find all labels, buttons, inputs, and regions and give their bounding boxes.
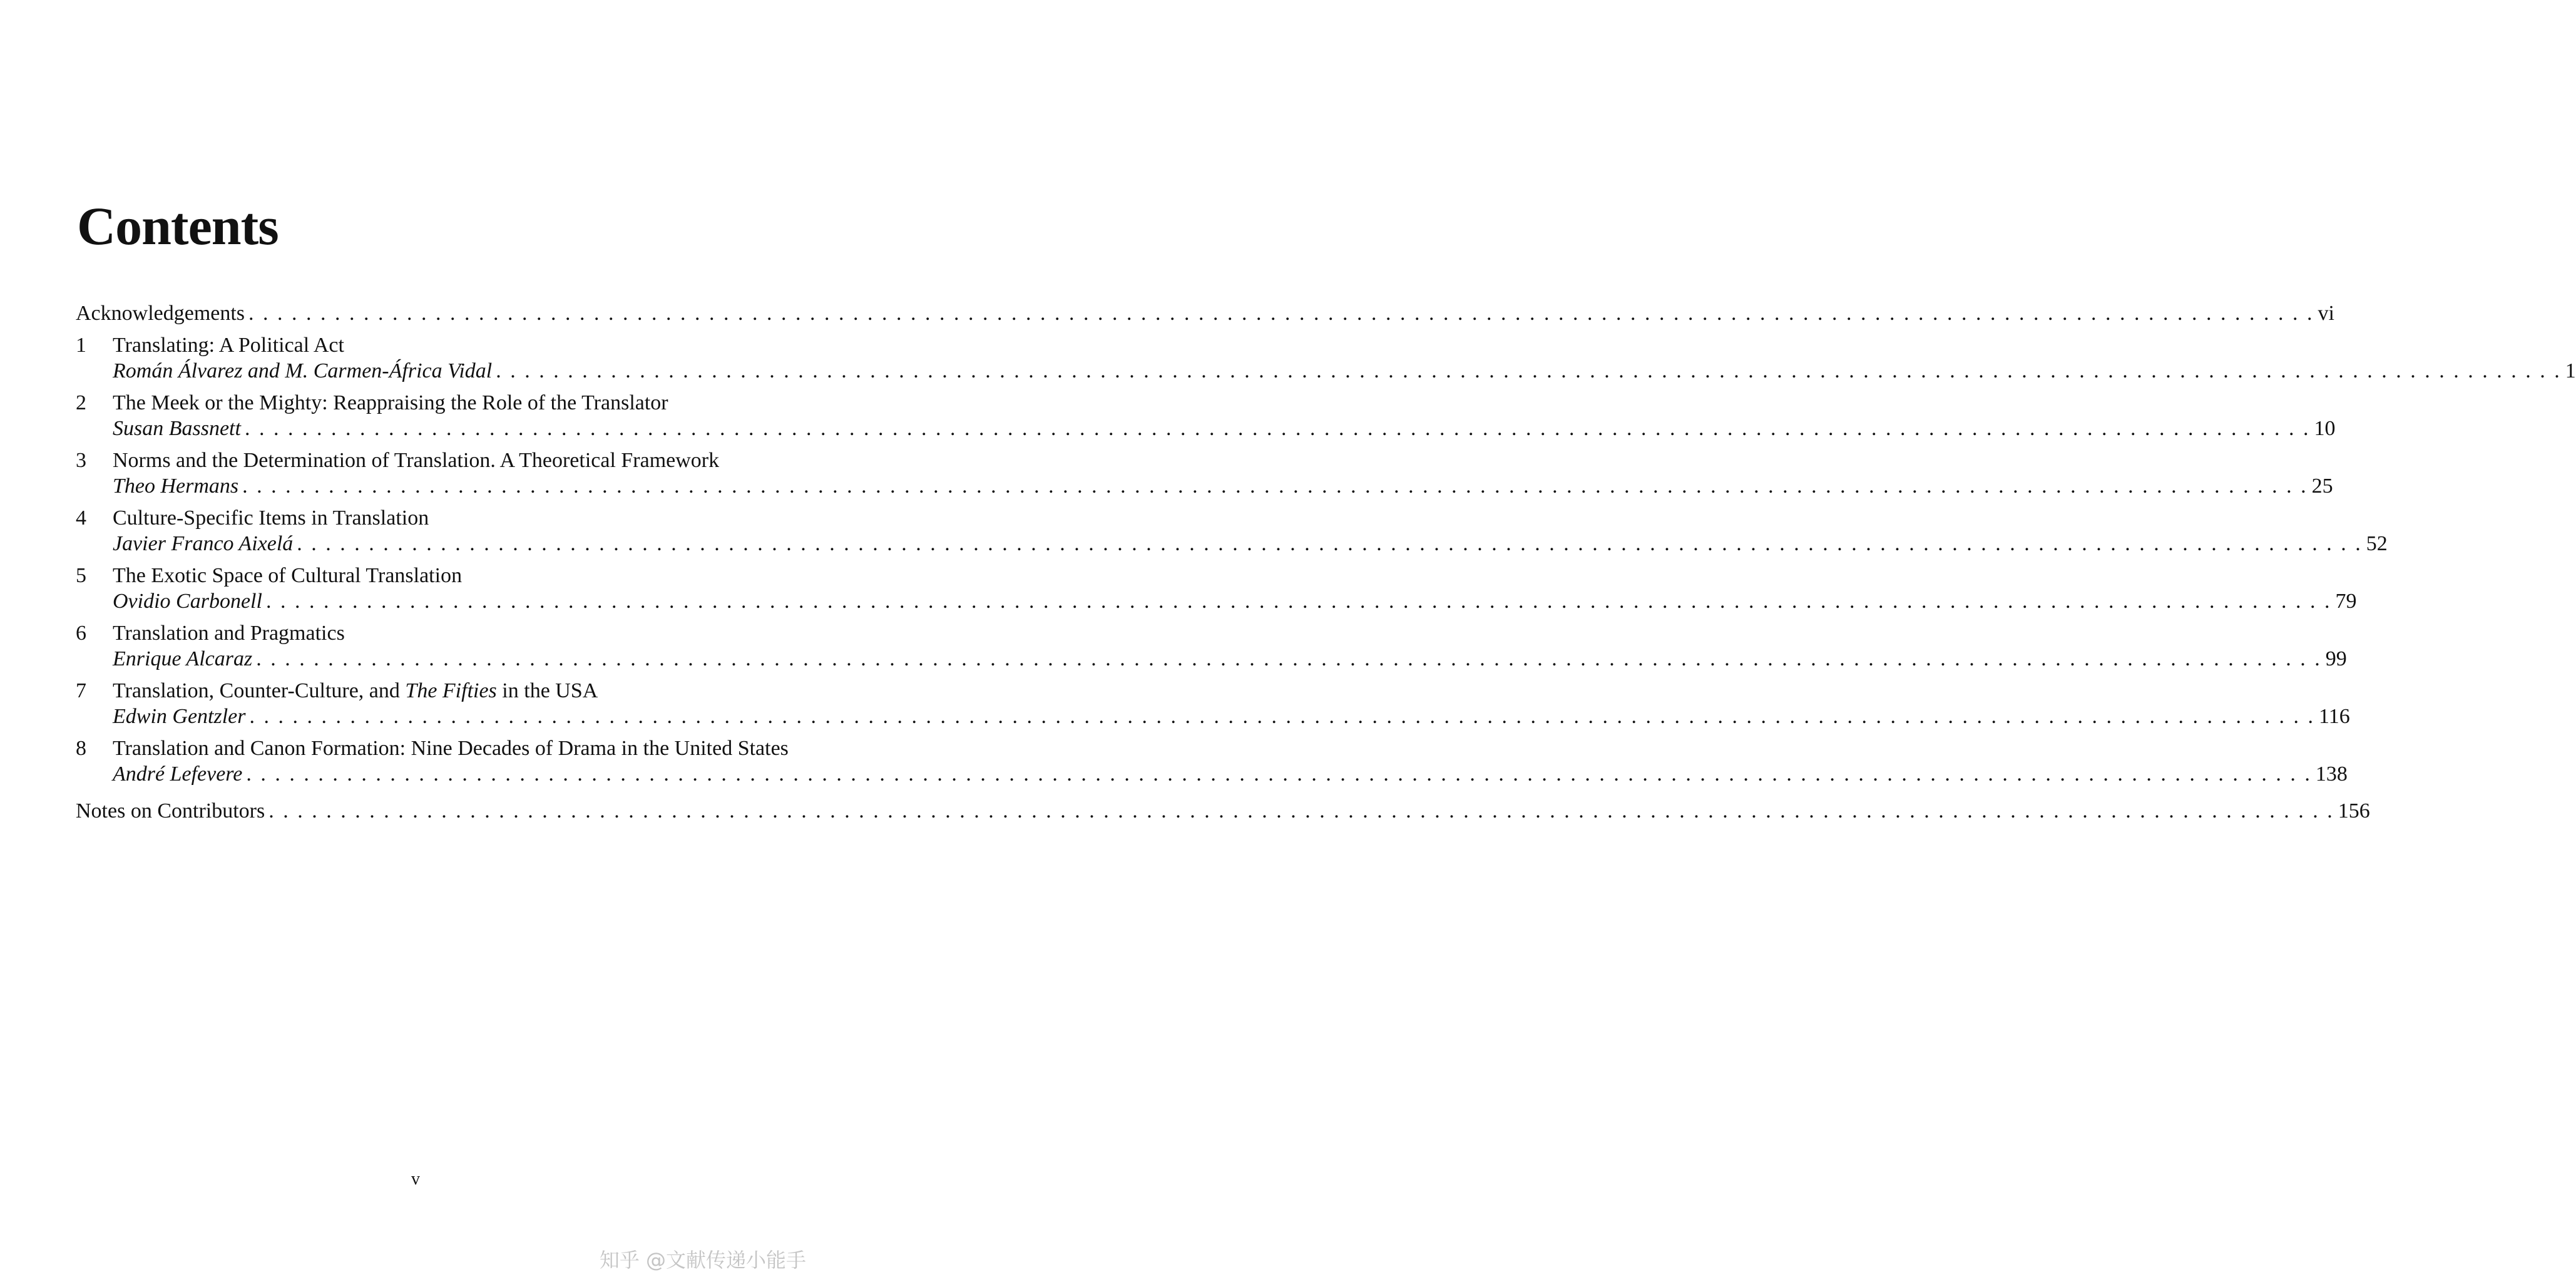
chapter-author: Susan Bassnett bbox=[113, 417, 241, 440]
toc-entry-label: Notes on Contributors bbox=[76, 799, 265, 823]
page-number: 99 bbox=[2325, 647, 2347, 670]
dot-leader bbox=[249, 704, 2315, 729]
chapter-author-line bbox=[113, 704, 2350, 729]
chapter-author-line bbox=[113, 588, 2356, 614]
watermark: 知乎 @文献传递小能手 bbox=[599, 1248, 806, 1272]
chapter-title: The Exotic Space of Cultural Translation bbox=[113, 564, 463, 587]
page-number: 138 bbox=[2315, 762, 2348, 786]
chapter-title-italic-part: The Fifties bbox=[405, 679, 497, 702]
chapter-number: 6 bbox=[76, 622, 86, 645]
toc-entry-notes-on-contributors[interactable] bbox=[76, 798, 2370, 824]
dot-leader bbox=[242, 473, 2308, 499]
page-number: 1 bbox=[2565, 359, 2576, 382]
chapter-title: Norms and the Determination of Translation. A Theoretical Framework bbox=[113, 449, 720, 472]
toc-chapter-6[interactable] bbox=[76, 620, 2347, 672]
toc-chapter-3[interactable] bbox=[76, 448, 2333, 499]
toc-chapter-5[interactable] bbox=[76, 563, 2357, 614]
toc-chapter-7[interactable] bbox=[76, 678, 2350, 729]
chapter-number: 4 bbox=[76, 506, 86, 530]
chapter-body bbox=[113, 505, 2388, 556]
toc-chapter-4[interactable] bbox=[76, 505, 2388, 556]
chapter-author-line bbox=[113, 646, 2347, 672]
chapter-title: Culture-Specific Items in Translation bbox=[113, 506, 429, 530]
chapter-title: Translating: A Political Act bbox=[113, 334, 344, 357]
chapter-author-line bbox=[113, 761, 2348, 787]
chapter-body bbox=[113, 563, 2356, 614]
chapter-number: 3 bbox=[76, 449, 86, 472]
dot-leader bbox=[245, 416, 2311, 441]
page-number: 156 bbox=[2338, 799, 2370, 823]
chapter-author: Román Álvarez and M. Carmen-África Vidal bbox=[113, 359, 493, 382]
chapter-author-line bbox=[113, 358, 2576, 384]
chapter-body bbox=[113, 448, 2333, 499]
chapter-number: 2 bbox=[76, 391, 86, 414]
chapter-number: 8 bbox=[76, 737, 86, 760]
chapter-title bbox=[113, 678, 2350, 704]
chapter-author: Edwin Gentzler bbox=[113, 705, 246, 728]
chapter-body bbox=[113, 620, 2347, 672]
toc-entry-label: Acknowledgements bbox=[76, 302, 245, 325]
chapter-title: Translation and Pragmatics bbox=[113, 622, 345, 645]
chapter-number: 5 bbox=[76, 564, 86, 587]
dot-leader bbox=[246, 761, 2312, 787]
chapter-body bbox=[113, 736, 2348, 787]
table-of-contents bbox=[76, 300, 2576, 824]
chapter-number: 1 bbox=[76, 334, 86, 357]
chapter-author: Enrique Alcaraz bbox=[113, 647, 253, 670]
chapter-body bbox=[113, 390, 2335, 441]
toc-entry-acknowledgements[interactable] bbox=[76, 300, 2334, 326]
chapter-author-line bbox=[113, 473, 2333, 499]
toc-chapter-2[interactable] bbox=[76, 390, 2336, 441]
dot-leader bbox=[496, 358, 2562, 384]
chapter-author: André Lefevere bbox=[113, 762, 243, 786]
page-number: 79 bbox=[2335, 590, 2357, 613]
toc-chapter-8[interactable] bbox=[76, 736, 2348, 787]
page-number: 10 bbox=[2314, 417, 2336, 440]
chapter-body bbox=[113, 678, 2350, 729]
page-title: Contents bbox=[77, 196, 279, 256]
chapter-author: Ovidio Carbonell bbox=[113, 590, 262, 613]
page-number: 25 bbox=[2311, 474, 2333, 498]
chapter-title-part: Translation, Counter-Culture, and bbox=[113, 679, 406, 702]
page-number: vi bbox=[2318, 302, 2334, 325]
chapter-author: Javier Franco Aixelá bbox=[113, 532, 294, 555]
chapter-author: Theo Hermans bbox=[113, 474, 239, 498]
dot-leader bbox=[297, 531, 2363, 556]
page-number: 116 bbox=[2318, 705, 2350, 728]
chapter-title-part: in the USA bbox=[496, 679, 598, 702]
chapter-number: 7 bbox=[76, 679, 86, 702]
page-folio: v bbox=[411, 1169, 420, 1189]
chapter-title: Translation and Canon Formation: Nine Decades of Drama in the United States bbox=[113, 737, 789, 760]
dot-leader bbox=[266, 588, 2332, 614]
chapter-body bbox=[113, 332, 2576, 384]
page-number: 52 bbox=[2366, 532, 2388, 555]
chapter-author-line bbox=[113, 531, 2388, 556]
dot-leader bbox=[248, 300, 2314, 326]
toc-chapter-1[interactable] bbox=[76, 332, 2576, 384]
chapter-author-line bbox=[113, 416, 2335, 441]
dot-leader bbox=[268, 798, 2334, 824]
dot-leader bbox=[256, 646, 2322, 672]
chapter-title: The Meek or the Mighty: Reappraising the Role of the Translator bbox=[113, 391, 668, 414]
